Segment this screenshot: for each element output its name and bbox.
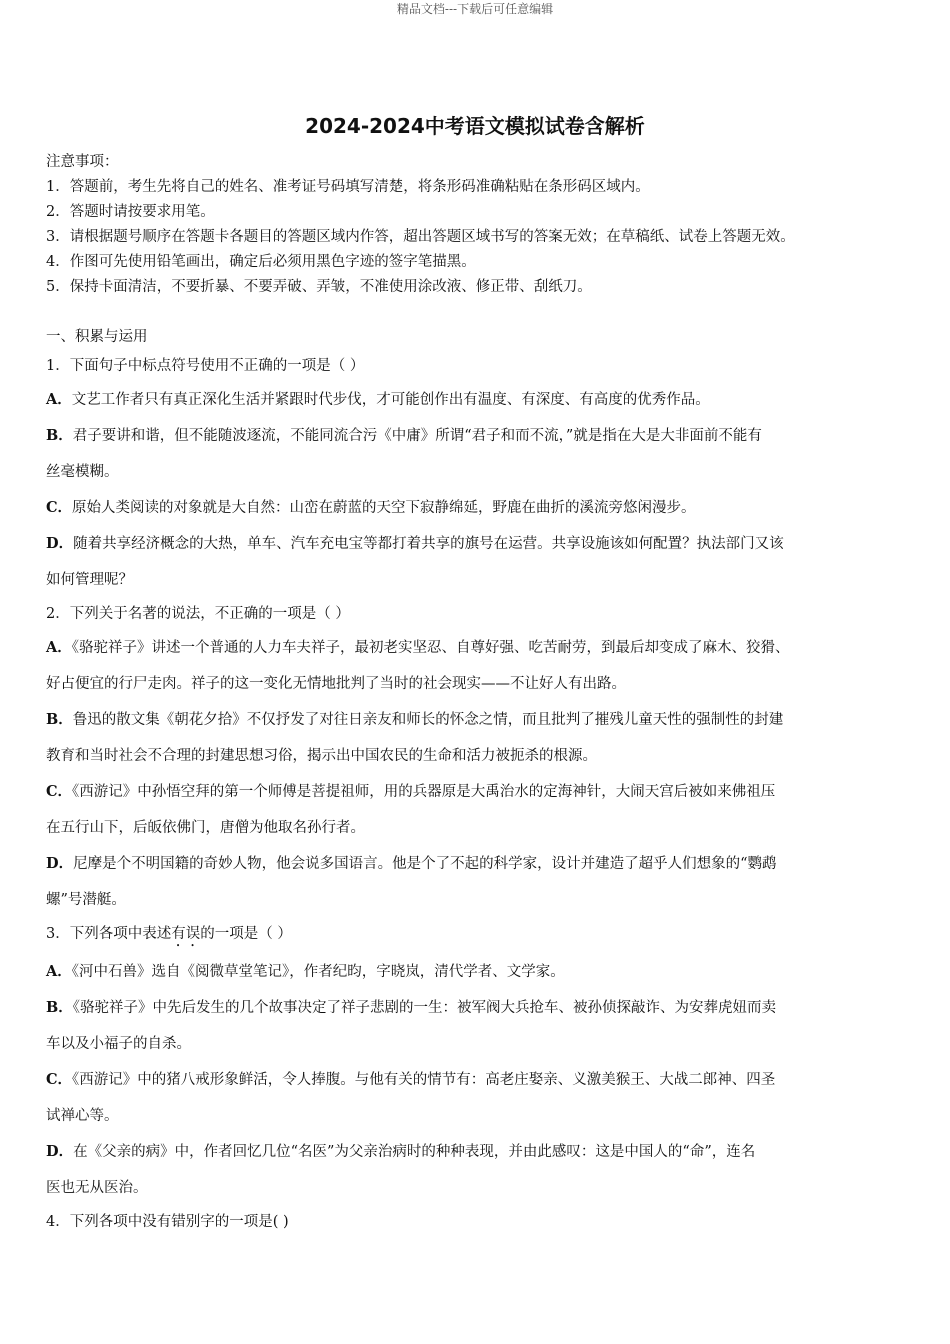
q3-option-a xyxy=(46,954,910,990)
q1-option-b xyxy=(46,418,910,454)
page-title: 2024-2024中考语文模拟试卷含解析 xyxy=(305,114,645,138)
q3-option-d-cont: 医也无从医治。 xyxy=(46,1180,148,1196)
option-text: 在《父亲的病》中，作者回忆几位“名医”为父亲治病时的种种表现，并由此感叹：这是中国人的“命”，连名 xyxy=(73,1144,756,1160)
q3-option-c xyxy=(46,1062,910,1098)
option-label: B． xyxy=(46,427,73,444)
stem-text: 的一项是（ ） xyxy=(200,926,292,942)
option-text: 尼摩是个不明国籍的奇妙人物，他会说多国语言。他是个了不起的科学家，设计并建造了超乎人们想象的“鹦鹉 xyxy=(73,856,777,872)
option-label: A． xyxy=(46,963,72,980)
option-text: 文艺工作者只有真正深化生活并紧跟时代步伐，才可能创作出有温度、有深度、有高度的优秀作品。 xyxy=(71,392,710,408)
q2-option-d-cont: 螺”号潜艇。 xyxy=(46,892,126,908)
q2-option-d xyxy=(46,846,910,882)
option-label: C． xyxy=(46,499,73,516)
question-3-stem xyxy=(46,918,910,954)
notice-heading: 注意事项： xyxy=(46,154,119,170)
q1-option-b-cont: 丝毫模糊。 xyxy=(46,464,119,480)
q3-option-b-cont: 车以及小福子的自杀。 xyxy=(46,1036,191,1052)
option-label: B． xyxy=(46,999,73,1016)
notice-item: 5．保持卡面清洁，不要折暴、不要弄破、弄皱，不准使用涂改液、修正带、刮纸刀。 xyxy=(46,279,592,295)
notice-item: 3．请根据题号顺序在答题卡各题目的答题区域内作答，超出答题区域书写的答案无效；在草稿纸、试卷上答题无效。 xyxy=(46,229,795,245)
q3-option-c-cont: 试禅心等。 xyxy=(46,1108,119,1124)
option-label: A． xyxy=(46,391,72,408)
emphasis-text: 有误 xyxy=(171,926,201,942)
q3-option-b xyxy=(46,990,910,1026)
option-label: D． xyxy=(46,1143,74,1160)
q1-option-c xyxy=(46,490,910,526)
option-text: 君子要讲和谐，但不能随波逐流，不能同流合污《中庸》所谓“君子和而不流，”就是指在大是大非面前不能有 xyxy=(72,428,762,444)
option-label: A． xyxy=(46,639,72,656)
option-text: 《西游记》中孙悟空拜的第一个师傅是菩提祖师，用的兵器原是大禹治水的定海神针，大闹天宫后被如来佛祖压 xyxy=(72,784,776,800)
option-label: C． xyxy=(46,1071,73,1088)
question-4-stem: 4．下列各项中没有错别字的一项是( ) xyxy=(46,1214,289,1230)
option-text: 《骆驼祥子》讲述一个普通的人力车夫祥子，最初老实坚忍、自尊好强、吃苦耐劳，到最后却变成了麻木、狡猾、 xyxy=(71,640,790,656)
stem-text: 3．下列各项中表述 xyxy=(46,926,172,942)
option-text: 《西游记》中的猪八戒形象鲜活，令人捧腹。与他有关的情节有：高老庄娶亲、义激美猴王、大战二郎神、四圣 xyxy=(72,1072,776,1088)
q2-option-c-cont: 在五行山下，后皈依佛门，唐僧为他取名孙行者。 xyxy=(46,820,365,836)
q2-option-b xyxy=(46,702,910,738)
option-label: D． xyxy=(46,855,74,872)
notice-item: 1．答题前，考生先将自己的姓名、准考证号码填写清楚，将条形码准确粘贴在条形码区域内。 xyxy=(46,179,650,195)
q1-option-d-cont: 如何管理呢？ xyxy=(46,572,133,588)
q2-option-c xyxy=(46,774,910,810)
option-text: 《骆驼祥子》中先后发生的几个故事决定了祥子悲剧的一生：被军阀大兵抢车、被孙侦探敲诈、为安葬虎妞而卖 xyxy=(72,1000,777,1016)
notice-item: 4．作图可先使用铅笔画出，确定后必须用黑色字迹的签字笔描黑。 xyxy=(46,254,476,270)
spacer xyxy=(46,300,910,325)
option-label: B． xyxy=(46,711,73,728)
q1-option-a xyxy=(46,382,910,418)
q2-option-a xyxy=(46,630,910,666)
question-1-stem: 1．下面句子中标点符号使用不正确的一项是（ ） xyxy=(46,358,365,374)
document-body xyxy=(46,150,910,1238)
option-text: 随着共享经济概念的大热，单车、汽车充电宝等都打着共享的旗号在运营。共享设施该如何配置？执法部门又该 xyxy=(73,536,784,552)
question-2-stem: 2．下列关于名著的说法，不正确的一项是（ ） xyxy=(46,606,350,622)
option-label: C． xyxy=(46,783,73,800)
page-header: 精品文档---下载后可任意编辑 xyxy=(396,2,554,16)
option-text: 原始人类阅读的对象就是大自然：山峦在蔚蓝的天空下寂静绵延，野鹿在曲折的溪流旁悠闲漫步。 xyxy=(72,500,696,516)
option-text: 《河中石兽》选自《阅微草堂笔记》，作者纪昀，字晓岚，清代学者、文学家。 xyxy=(71,964,565,980)
q3-option-d xyxy=(46,1134,910,1170)
q2-option-a-cont: 好占便宜的行尸走肉。祥子的这一变化无情地批判了当时的社会现实——不让好人有出路。 xyxy=(46,676,626,692)
option-text: 鲁迅的散文集《朝花夕拾》不仅抒发了对往日亲友和师长的怀念之情，而且批判了摧残儿童天性的强制性的封建 xyxy=(72,712,784,728)
section-heading: 一、积累与运用 xyxy=(46,329,148,345)
q1-option-d xyxy=(46,526,910,562)
q2-option-b-cont: 教育和当时社会不合理的封建思想习俗，揭示出中国农民的生命和活力被扼杀的根源。 xyxy=(46,748,597,764)
notice-item: 2．答题时请按要求用笔。 xyxy=(46,204,215,220)
option-label: D． xyxy=(46,535,74,552)
